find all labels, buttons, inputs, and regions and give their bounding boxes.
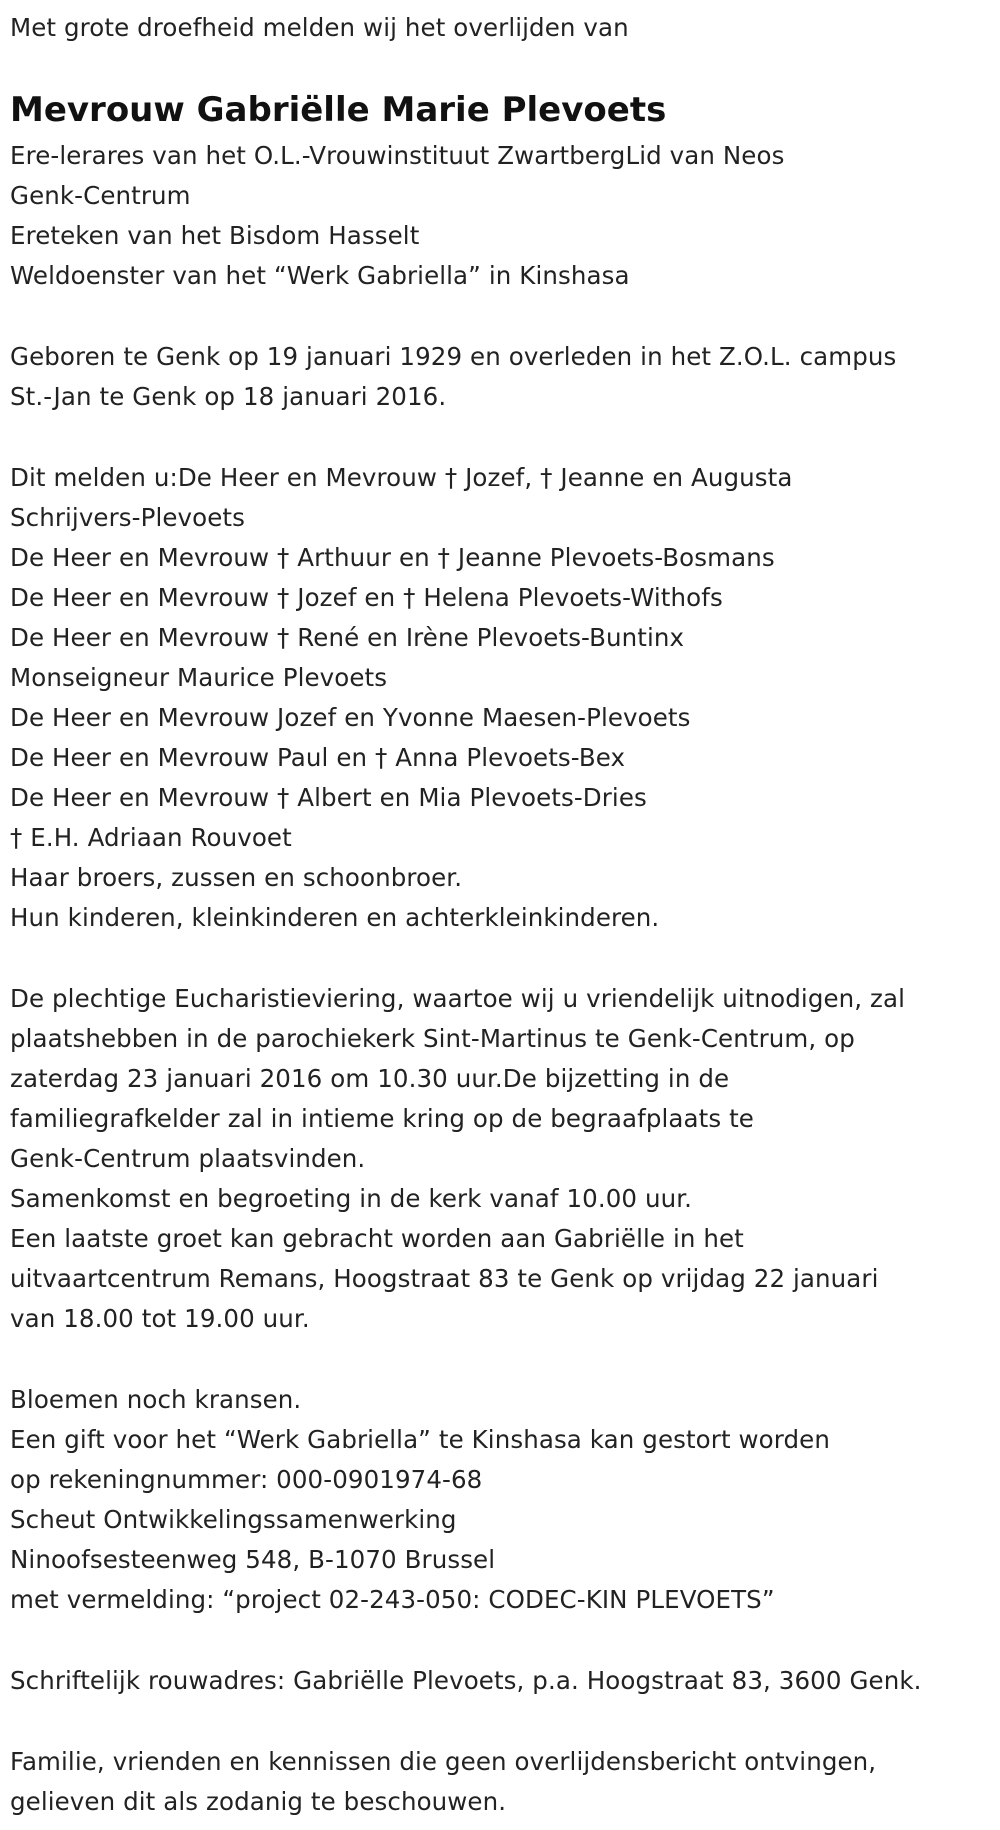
ceremony-block — [10, 979, 990, 1339]
ceremony-line: Samenkomst en begroeting in de kerk vanaf 10.00 uur. — [10, 1184, 693, 1213]
family-line: Schrijvers-Plevoets — [10, 503, 245, 532]
title-line: Ere-lerares van het O.L.-Vrouwinstituut ZwartbergLid van Neos — [10, 141, 785, 170]
intro-text: Met grote droefheid melden wij het overlijden van — [10, 13, 629, 42]
deceased-name: Mevrouw Gabriëlle Marie Plevoets — [10, 90, 667, 130]
closing-line: gelieven dit als zodanig te beschouwen. — [10, 1787, 507, 1816]
family-line: De Heer en Mevrouw Jozef en Yvonne Maesen-Plevoets — [10, 703, 691, 732]
death-notice — [10, 8, 990, 1822]
birth-death-line: St.-Jan te Genk op 18 januari 2016. — [10, 382, 447, 411]
donation-line: Een gift voor het “Werk Gabriella” te Kinshasa kan gestort worden — [10, 1425, 830, 1454]
family-line: † E.H. Adriaan Rouvoet — [10, 823, 292, 852]
donation-line: met vermelding: “project 02-243-050: CODEC-KIN PLEVOETS” — [10, 1585, 775, 1614]
closing-line: Familie, vrienden en kennissen die geen overlijdensbericht ontvingen, — [10, 1747, 877, 1776]
family-line: De Heer en Mevrouw Paul en † Anna Plevoets-Bex — [10, 743, 626, 772]
ceremony-line: De plechtige Eucharistieviering, waartoe wij u vriendelijk uitnodigen, zal — [10, 984, 906, 1013]
family-block — [10, 458, 990, 938]
family-line: De Heer en Mevrouw † Jozef en † Helena Plevoets-Withofs — [10, 583, 723, 612]
title-line: Genk-Centrum — [10, 181, 191, 210]
family-line: De Heer en Mevrouw † Arthuur en † Jeanne Plevoets-Bosmans — [10, 543, 775, 572]
donation-line: Bloemen noch kransen. — [10, 1385, 302, 1414]
mourning-address: Schriftelijk rouwadres: Gabriëlle Plevoets, p.a. Hoogstraat 83, 3600 Genk. — [10, 1666, 922, 1695]
family-line: Monseigneur Maurice Plevoets — [10, 663, 388, 692]
ceremony-line: zaterdag 23 januari 2016 om 10.30 uur.De bijzetting in de — [10, 1064, 730, 1093]
ceremony-line: familiegrafkelder zal in intieme kring op de begraafplaats te — [10, 1104, 754, 1133]
donation-line: Ninoofsesteenweg 548, B-1070 Brussel — [10, 1545, 496, 1574]
ceremony-line: uitvaartcentrum Remans, Hoogstraat 83 te Genk op vrijdag 22 januari — [10, 1264, 879, 1293]
family-line: De Heer en Mevrouw † René en Irène Plevoets-Buntinx — [10, 623, 685, 652]
ceremony-line: Een laatste groet kan gebracht worden aan Gabriëlle in het — [10, 1224, 744, 1253]
spacer — [10, 938, 990, 979]
title-line: Weldoenster van het “Werk Gabriella” in Kinshasa — [10, 261, 630, 290]
spacer — [10, 1620, 990, 1661]
spacer — [10, 1339, 990, 1380]
ceremony-line: plaatshebben in de parochiekerk Sint-Martinus te Genk-Centrum, op — [10, 1024, 855, 1053]
family-line: Hun kinderen, kleinkinderen en achterkleinkinderen. — [10, 903, 660, 932]
family-line: De Heer en Mevrouw † Albert en Mia Plevoets-Dries — [10, 783, 647, 812]
ceremony-line: van 18.00 tot 19.00 uur. — [10, 1304, 310, 1333]
family-line: Haar broers, zussen en schoonbroer. — [10, 863, 463, 892]
spacer — [10, 1701, 990, 1742]
spacer — [10, 296, 990, 337]
birth-death-line: Geboren te Genk op 19 januari 1929 en overleden in het Z.O.L. campus — [10, 342, 897, 371]
titles-block — [10, 136, 990, 296]
title-line: Ereteken van het Bisdom Hasselt — [10, 221, 420, 250]
closing-block — [10, 1742, 990, 1822]
family-line: Dit melden u:De Heer en Mevrouw † Jozef, † Jeanne en Augusta — [10, 463, 793, 492]
donation-block — [10, 1380, 990, 1620]
donation-line: op rekeningnummer: 000-0901974-68 — [10, 1465, 483, 1494]
ceremony-line: Genk-Centrum plaatsvinden. — [10, 1144, 366, 1173]
spacer — [10, 417, 990, 458]
donation-line: Scheut Ontwikkelingssamenwerking — [10, 1505, 457, 1534]
birth-death-block — [10, 337, 990, 417]
